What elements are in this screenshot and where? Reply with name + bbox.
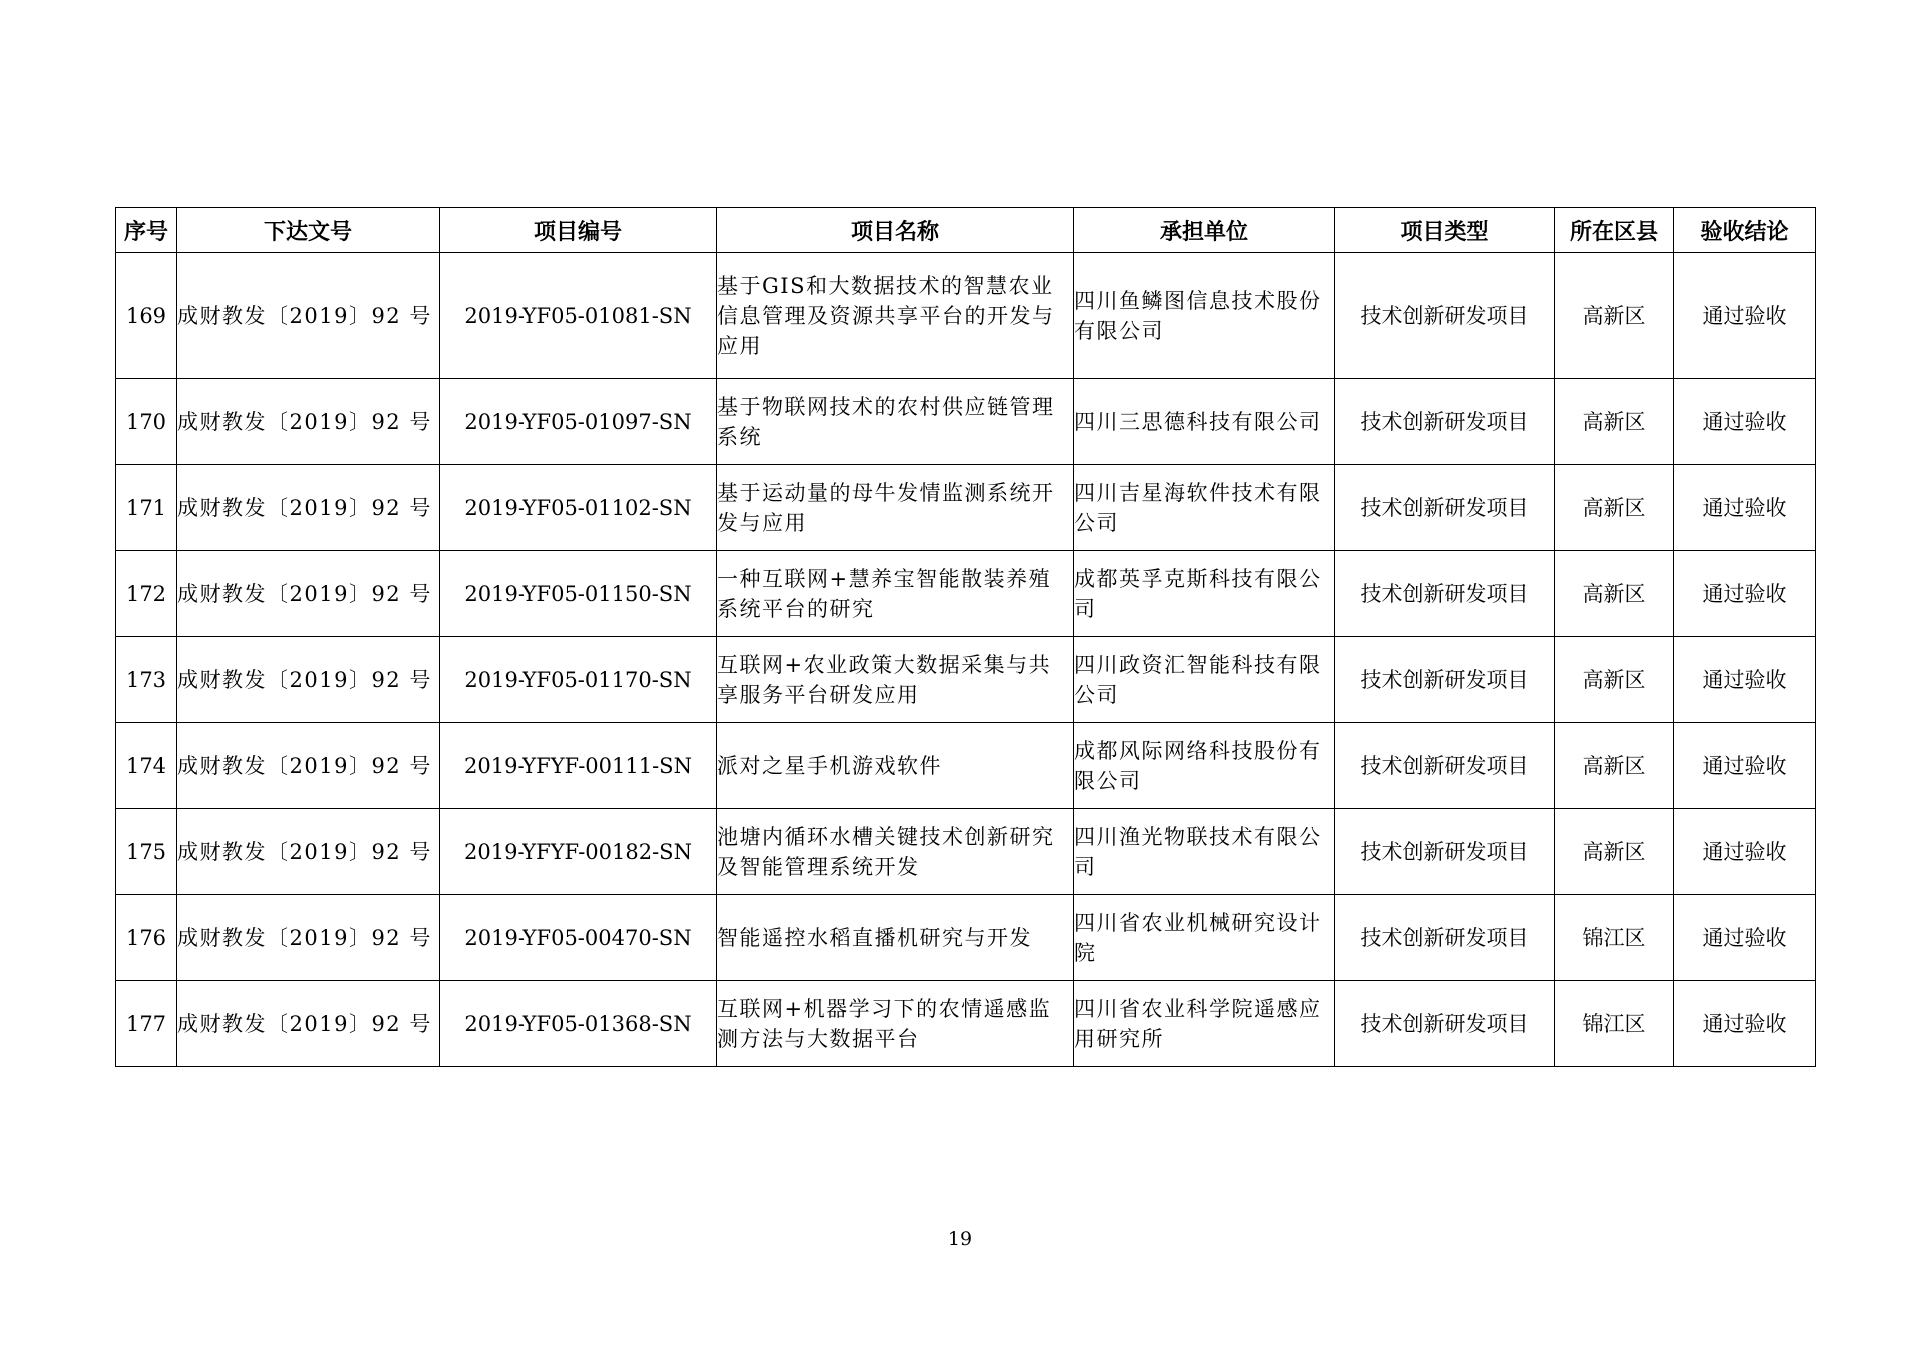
header-conclusion: 验收结论	[1674, 208, 1816, 253]
cell-district: 锦江区	[1555, 895, 1674, 981]
cell-conclusion: 通过验收	[1674, 981, 1816, 1067]
cell-unit: 四川鱼鳞图信息技术股份有限公司	[1074, 253, 1335, 379]
cell-conclusion: 通过验收	[1674, 379, 1816, 465]
cell-type: 技术创新研发项目	[1335, 379, 1555, 465]
cell-doc-no: 成财教发〔2019〕92 号	[177, 379, 440, 465]
cell-unit: 四川吉星海软件技术有限公司	[1074, 465, 1335, 551]
cell-project-no: 2019-YF05-01368-SN	[440, 981, 717, 1067]
cell-seq: 170	[116, 379, 177, 465]
table-row	[116, 551, 1816, 637]
cell-district: 高新区	[1555, 809, 1674, 895]
cell-project-no: 2019-YF05-01170-SN	[440, 637, 717, 723]
cell-seq: 175	[116, 809, 177, 895]
cell-project-name: 基于运动量的母牛发情监测系统开发与应用	[717, 465, 1074, 551]
cell-project-no: 2019-YF05-00470-SN	[440, 895, 717, 981]
header-unit: 承担单位	[1074, 208, 1335, 253]
table-row	[116, 809, 1816, 895]
cell-district: 高新区	[1555, 253, 1674, 379]
cell-doc-no: 成财教发〔2019〕92 号	[177, 253, 440, 379]
cell-unit: 四川省农业科学院遥感应用研究所	[1074, 981, 1335, 1067]
cell-seq: 172	[116, 551, 177, 637]
cell-project-no: 2019-YF05-01102-SN	[440, 465, 717, 551]
cell-conclusion: 通过验收	[1674, 253, 1816, 379]
cell-conclusion: 通过验收	[1674, 809, 1816, 895]
cell-project-no: 2019-YF05-01081-SN	[440, 253, 717, 379]
header-doc-no: 下达文号	[177, 208, 440, 253]
cell-conclusion: 通过验收	[1674, 723, 1816, 809]
cell-type: 技术创新研发项目	[1335, 895, 1555, 981]
cell-conclusion: 通过验收	[1674, 637, 1816, 723]
cell-doc-no: 成财教发〔2019〕92 号	[177, 551, 440, 637]
cell-unit: 成都风际网络科技股份有限公司	[1074, 723, 1335, 809]
header-district: 所在区县	[1555, 208, 1674, 253]
cell-district: 高新区	[1555, 551, 1674, 637]
cell-seq: 169	[116, 253, 177, 379]
cell-type: 技术创新研发项目	[1335, 981, 1555, 1067]
header-project-no: 项目编号	[440, 208, 717, 253]
cell-project-name: 互联网+农业政策大数据采集与共享服务平台研发应用	[717, 637, 1074, 723]
cell-conclusion: 通过验收	[1674, 465, 1816, 551]
cell-project-name: 基于物联网技术的农村供应链管理系统	[717, 379, 1074, 465]
cell-conclusion: 通过验收	[1674, 551, 1816, 637]
cell-seq: 177	[116, 981, 177, 1067]
table-row	[116, 379, 1816, 465]
cell-district: 高新区	[1555, 637, 1674, 723]
header-seq: 序号	[116, 208, 177, 253]
cell-project-name: 池塘内循环水槽关键技术创新研究及智能管理系统开发	[717, 809, 1074, 895]
cell-doc-no: 成财教发〔2019〕92 号	[177, 981, 440, 1067]
cell-project-name: 基于GIS和大数据技术的智慧农业信息管理及资源共享平台的开发与应用	[717, 253, 1074, 379]
cell-seq: 171	[116, 465, 177, 551]
project-acceptance-table	[115, 207, 1816, 1067]
cell-project-no: 2019-YF05-01150-SN	[440, 551, 717, 637]
cell-unit: 四川三思德科技有限公司	[1074, 379, 1335, 465]
cell-type: 技术创新研发项目	[1335, 551, 1555, 637]
cell-doc-no: 成财教发〔2019〕92 号	[177, 465, 440, 551]
page-number: 19	[947, 1228, 973, 1250]
cell-seq: 174	[116, 723, 177, 809]
cell-district: 高新区	[1555, 379, 1674, 465]
cell-type: 技术创新研发项目	[1335, 723, 1555, 809]
cell-project-no: 2019-YF05-01097-SN	[440, 379, 717, 465]
cell-project-name: 一种互联网+慧养宝智能散装养殖系统平台的研究	[717, 551, 1074, 637]
cell-doc-no: 成财教发〔2019〕92 号	[177, 723, 440, 809]
cell-district: 锦江区	[1555, 981, 1674, 1067]
table-row	[116, 723, 1816, 809]
cell-unit: 四川政资汇智能科技有限公司	[1074, 637, 1335, 723]
header-type: 项目类型	[1335, 208, 1555, 253]
table-row	[116, 895, 1816, 981]
table-header-row	[116, 208, 1816, 253]
cell-conclusion: 通过验收	[1674, 895, 1816, 981]
table-row	[116, 253, 1816, 379]
cell-type: 技术创新研发项目	[1335, 465, 1555, 551]
cell-project-name: 智能遥控水稻直播机研究与开发	[717, 895, 1074, 981]
cell-doc-no: 成财教发〔2019〕92 号	[177, 895, 440, 981]
cell-project-name: 互联网+机器学习下的农情遥感监测方法与大数据平台	[717, 981, 1074, 1067]
cell-project-no: 2019-YFYF-00182-SN	[440, 809, 717, 895]
cell-unit: 四川渔光物联技术有限公司	[1074, 809, 1335, 895]
table-row	[116, 637, 1816, 723]
cell-district: 高新区	[1555, 465, 1674, 551]
cell-project-no: 2019-YFYF-00111-SN	[440, 723, 717, 809]
cell-unit: 四川省农业机械研究设计院	[1074, 895, 1335, 981]
cell-doc-no: 成财教发〔2019〕92 号	[177, 809, 440, 895]
cell-district: 高新区	[1555, 723, 1674, 809]
cell-type: 技术创新研发项目	[1335, 637, 1555, 723]
table-row	[116, 465, 1816, 551]
table-row	[116, 981, 1816, 1067]
cell-project-name: 派对之星手机游戏软件	[717, 723, 1074, 809]
cell-seq: 176	[116, 895, 177, 981]
cell-type: 技术创新研发项目	[1335, 809, 1555, 895]
cell-seq: 173	[116, 637, 177, 723]
cell-unit: 成都英孚克斯科技有限公司	[1074, 551, 1335, 637]
cell-type: 技术创新研发项目	[1335, 253, 1555, 379]
header-project-name: 项目名称	[717, 208, 1074, 253]
cell-doc-no: 成财教发〔2019〕92 号	[177, 637, 440, 723]
